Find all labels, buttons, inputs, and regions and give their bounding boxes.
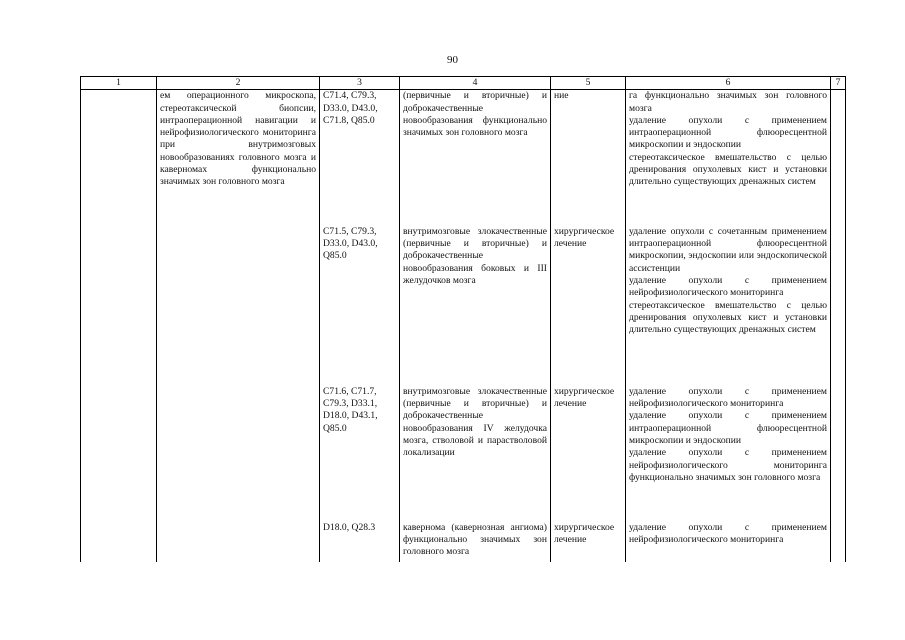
header-col-4: 4 bbox=[400, 77, 551, 90]
icd-codes: C71.6, C71.7, C79.3, D33.1, D18.0, D43.1, Q85.0 bbox=[320, 386, 400, 522]
diagnosis: внутримозговые злокачественные (первичные и вторичные) и доброкачественные новообразования IV желудочка мозга, стволовой и парастволовой локализации bbox=[400, 386, 551, 522]
header-col-7: 7 bbox=[831, 77, 846, 90]
method-item: га функционально значимых зон головного мозга bbox=[629, 90, 827, 114]
diagnosis: (первичные и вторичные) и доброкачественные новообразования функционально значимых зон головного мозга bbox=[400, 90, 551, 226]
header-col-1: 1 bbox=[81, 77, 157, 90]
diagnosis: внутримозговые злокачественные (первичные и вторичные) и доброкачественные новообразования боковых и III желудочков мозга bbox=[400, 226, 551, 386]
treatment-type: хирургическое лечение bbox=[551, 226, 626, 386]
header-col-6: 6 bbox=[626, 77, 831, 90]
treatment-type: хирургическое лечение bbox=[551, 386, 626, 522]
method-list bbox=[626, 522, 831, 562]
page-number: 90 bbox=[447, 54, 458, 66]
icd-codes: C71.4, C79.3, D33.0, D43.0, C71.8, Q85.0 bbox=[320, 90, 400, 226]
method-item: удаление опухоли с применением нейрофизиологического мониторинга bbox=[629, 274, 827, 299]
treatment-type: ние bbox=[551, 90, 626, 226]
method-item: удаление опухоли с сочетанным применением интраоперационной флюоресцентной микроскопии, эндоскопии или эндоскопической ассистенции bbox=[629, 225, 827, 274]
header-col-3: 3 bbox=[320, 77, 400, 90]
procedure-description: ем операционного микроскопа, стереотаксической биопсии, интраоперационной навигации и нейрофизиологического мониторинга при внутримозговых новообразованиях головного мозга и каверномах функционально значимых зон головного мозга bbox=[157, 90, 320, 562]
treatment-type: хирургическое лечение bbox=[551, 522, 626, 562]
header-col-5: 5 bbox=[551, 77, 626, 90]
method-item: удаление опухоли с применением интраоперационной флюоресцентной микроскопии и эндоскопии bbox=[629, 410, 827, 446]
header-col-2: 2 bbox=[157, 77, 320, 90]
method-list bbox=[626, 226, 831, 386]
method-item: удаление опухоли с применением нейрофизиологического мониторинга bbox=[629, 385, 827, 410]
icd-codes: C71.5, C79.3, D33.0, D43.0, Q85.0 bbox=[320, 226, 400, 386]
method-list bbox=[626, 90, 831, 226]
icd-codes: D18.0, Q28.3 bbox=[320, 522, 400, 562]
table-header-row bbox=[81, 77, 846, 90]
method-item: удаление опухоли с применением нейрофизиологического мониторинга функционально значимых зон головного мозга bbox=[629, 447, 827, 483]
method-item: стереотаксическое вмешательство с целью дренирования опухолевых кист и установки длительно существующих дренажных систем bbox=[629, 299, 827, 336]
procedures-table bbox=[80, 76, 846, 562]
diagnosis: кавернома (кавернозная ангиома) функционально значимых зон головного мозга bbox=[400, 522, 551, 562]
method-item: стереотаксическое вмешательство с целью дренирования опухолевых кист и установки длительно существующих дренажных систем bbox=[629, 151, 827, 188]
method-list bbox=[626, 386, 831, 522]
cell-col-7 bbox=[831, 90, 846, 562]
method-item: удаление опухоли с применением интраоперационной флюоресцентной микроскопии и эндоскопии bbox=[629, 114, 827, 151]
cell-col-1 bbox=[81, 90, 157, 562]
method-item: удаление опухоли с применением нейрофизиологического мониторинга bbox=[629, 521, 827, 546]
table-row bbox=[81, 90, 846, 226]
